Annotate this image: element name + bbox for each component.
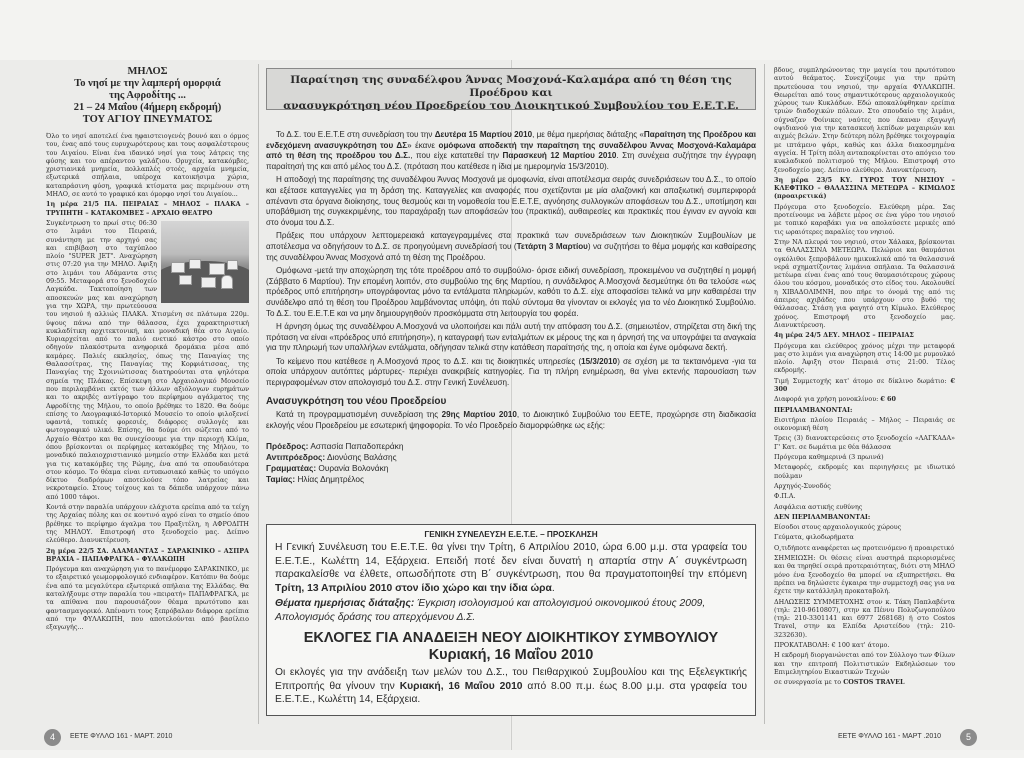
footer-text: ΕΕΤΕ ΦΥΛΛΟ 161 - ΜΑΡΤ. 2010: [70, 733, 173, 740]
travel-title-line: ΜΗΛΟΣ: [127, 66, 168, 77]
travel-day-heading: 2η μέρα 22/5 ΣΑ. ΑΔΑΜΑΝΤΑΣ – ΣΑΡΑΚΙΝΙΚΟ – ΑΣΠΡΑ ΒΡΑΧΙΑ – ΠΑΠΑΦΡΑΓΚΑ – ΦΥΛΑΚΩΠΗ: [46, 546, 249, 563]
article-paragraph: Κατά τη προγραμματισμένη συνεδρίαση της 29ης Μαρτίου 2010, το Διοικητικό Συμβούλιο του ΕΕΤΕ, προχώρησε στη διαδικασία εκλογής νέου Προεδρείου με εσωτερική ψηφοφορία. Το νέο Προεδρείο διαμορφώθηκε ως εξής:: [266, 410, 756, 430]
article-headline: [266, 68, 756, 110]
footer-left: [44, 727, 524, 749]
headline-line: Παραίτηση της συναδέλφου Άννας Μοσχονά-Καλαμάρα από τη θέση της Προέδρου και: [290, 74, 732, 99]
notice-topics: Θέματα ημερήσιας διάταξης: Έγκριση ισολογισμού και απολογισμού οικονομικού έτους 2009, Απολογισμός δράσης του απερχόμενου Δ.Σ.: [275, 598, 706, 623]
travel-title: [46, 66, 249, 126]
include-item: Φ.Π.Α.: [774, 492, 796, 501]
board-list: [266, 441, 756, 485]
price-line: Τιμή Συμμετοχής κατ' άτομο σε δίκλινο δωμάτιο: € 300: [774, 376, 955, 393]
page-number: 5: [960, 729, 977, 746]
include-item: Τρεις (3) διανυκτερεύσεις στο ξενοδοχείο «ΛΑΓΚΑΔΑ» Γ' Κατ. σε δωμάτια με θέα θάλασσα: [774, 434, 955, 451]
excludes-heading: ΔΕΝ ΠΕΡΙΛΑΜΒΑΝΟΝΤΑΙ:: [774, 512, 871, 521]
single-line: Διαφορά για χρήση μονοκλίνου: € 60: [774, 395, 896, 404]
board-member: Γραμματέας: Ουρανία Βολονάκη: [266, 463, 389, 474]
footer-right: [512, 727, 992, 749]
section-title: Ανασυγκρότηση του νέου Προεδρείου: [266, 395, 447, 407]
notice-title: ΓΕΝΙΚΗ ΣΥΝΕΛΕΥΣΗ Ε.Ε.Τ.Ε. – ΠΡΟΣΚΛΗΣΗ: [424, 530, 598, 539]
column-rule: [764, 64, 765, 724]
travel-day-heading: 4η μέρα 24/5 ΔΕΥ. ΜΗΛΟΣ – ΠΕΙΡΑΙΑΣ: [774, 331, 914, 340]
notice-body: Η Γενική Συνέλευση του Ε.Ε.Τ.Ε. θα γίνει την Τρίτη, 6 Απριλίου 2010, ώρα 6.00 μ.μ. στα γραφεία του Ε.Ε.Τ.Ε., Κωλέττη 14, Εξάρχεια. Επειδή ποτέ δεν είναι δυνατή η απαρτία στην Α΄ συγκέντρωση παρακαλείσθε να έλθετε, οπωσδήποτε στη Β΄ συγκέντρωση, που θα πραγματοποιηθεί την επόμενη Τρίτη, 13 Απριλίου 2010 στον ίδιο χώρο και την ίδια ώρα.: [275, 542, 747, 594]
headline-line: ανασυγκρότηση νέου Προεδρείου του Διοικητικού Συμβουλίου του Ε.Ε.Τ.Ε.: [283, 100, 739, 112]
travel-column-right: [774, 66, 955, 726]
article-paragraph: Το κείμενο που κατέθεσε η Α.Μοσχονά προς το Δ.Σ. και τις διοικητικές υπηρεσίες (15/3/2010) σε σχέση με τα τεκταινόμενα -για τα οποία υπάρχουν αυτόπτες μάρτυρες- περιέχει ανακριβείς κατηγορίες. Για τη πλήρη ενημέρωση, θα γίνει εκτενής παρουσίαση των περιγραφομένων στον απολογισμό του Δ.Σ. στην Γενική Συνέλευση.: [266, 356, 756, 388]
travel-day-text: Συγκέντρωση το πρωί στις 06:30 στο λιμάνι του Πειραιά, συνάντηση με την αρχηγό σας και επιβίβαση στο ταχύπλοο πλοίο "SUPER JET". Αναχώρηση στις 07:20 για την ΜΗΛΟ. Άφιξη στο λιμάνι του Αδάμαντα στις 09:55. Μεταφορά στο ξενοδοχείο Λαγκάδα. Τακτοποίηση των αποσκευών μας και αναχώρηση για την ΧΩΡΑ, την πρωτεύουσα του νησιού ή αλλιώς ΠΛΑΚΑ. Χτισμένη σε πλάτωμα 220μ. ύψους πάνω από την θάλασσα, έχει χαρακτηριστική κυκλαδίτικη αρχιτεκτονική, και μοναδική θέα στο Αιγαίο. Κυριαρχείται από το παλιό ενετικό κάστρο στο οποίο οδηγούν πλακόστρωτα ανηφορικά δρομάκια μέσα από καμάρες. Παλιές εκκλησίες, όπως της Παναγίας της Θαλασσίτρας, της Παναγίας της Κορφιάτισσας, της Παναγίας της Σχοινιώτισσας διατηρούνται στα ψηλότερα σημεία της Πλάκας. Επίσκεψη στο Αρχαιολογικό Μουσείο που περιλαμβάνει εκτός των άλλων αξιόλογων ευρημάτων και το ακριβές αντίγραφο του περίφημου αγάλματος της Αφροδίτης της Μήλου, το οποίο βρέθηκε το 1820. Θα δούμε επίσης το Λαογραφικό-Ιστορικό Μουσείο το οποίο φιλοξενεί υφαντά, τοπικές φορεσιές, διάφορες συλλογές και φωτογραφικό υλικό. Επίσης, θα δούμε ότι σώζεται από το Αρχαίο Θέατρο και θα συνεχίσουμε για την περιοχή Κλίμα, όπου βρίσκονται οι περίφημες κατακόμβες της Μήλου, το μοναδικό παλαιοχριστιανικό μνημείο στην Ελλάδα και μετά για τις κατακόμβες της Ρώμης, ένα από τα σπουδαιότερα στον κόσμο. Το θέαμα είναι εντυπωσιακό καθώς το υπόγειο δίκτυο διαδρόμων αποτελούσε τόπο λατρείας και νεκροταφείο. Στους τοίχους και τα δάπεδα υπάρχουν πάνω από 1000 τάφοι.: [46, 218, 249, 501]
contact-text: ΔΗΛΩΣΕΙΣ ΣΥΜΜΕΤΟΧΗΣ στον κ. Τάκη Παπλαβέντα (τηλ: 210-9610807), στην κα Πέννυ Πολυζωγοπούλου (τηλ: 210-3301141 και 6977 268168) ή στο Costos Travel, στην κα Ελπίδα Αριστείδου (τηλ: 210-3232630).: [774, 597, 955, 639]
assembly-notice-box: [266, 524, 756, 716]
page-number: 4: [44, 729, 61, 746]
column-rule: [258, 64, 259, 724]
travel-intro: Όλο το νησί αποτελεί ένα ηφαιστειογενές βουνό και ο όρμος του, ένας από τους ευρυχωρότερους και τους ασφαλέστερους του Αιγαίου. Είναι ένα ιδανικό νησί για τους λάτρεις της φύσης και του απέραντου γαλάζιου. Ορυχεία, κατακόμβες, χριστιανικά μνημεία, πολλαπλές στοές, αρχαία μνημεία, εξωτερικά σπήλαια, υπέροχα κατοικήσιμα χώρια, καταπράσινη φύση, γραφικά κτίσματα μας περιμένουν στη ΜΗΛΟ, σε αυτό το γραφικό και όμορφο νησί του Αιγαίου...: [46, 132, 249, 199]
deposit-text: ΠΡΟΚΑΤΑΒΟΛΗ: € 100 κατ' άτομο.: [774, 641, 890, 649]
exclude-item: Είσοδοι στους αρχαιολογικούς χώρους: [774, 523, 902, 532]
travel-day-text: Κοντά στην παραλία υπάρχουν ελάχιστα ερείπια από τα τείχη της Αρχαίας πόλης και σε κοντινό αγρό είναι το σημείο όπου βρέθηκε το περίφημο άγαλμα του Πραξιτέλη, η ΑΦΡΟΔΙΤΗ της ΜΗΛΟΥ. Επιστροφή στο ξενοδοχείο μας. Δείπνο ελεύθερο. Διανυκτέρευση.: [46, 503, 249, 545]
travel-title-line: Το νησί με την λαμπερή ομορφιά: [74, 78, 221, 89]
village-photo: [161, 221, 249, 303]
travel-day-text: βδους, συμπληρώνοντας την μαγεία του πρωτότυπου αυτού θεάματος. Συνεχίζουμε για την πρώτη πρωτεύουσα του νησιού, την αρχαία ΦΥΛΑΚΩΠΗ. Θεωρείται από τους σημαντικότερους αρχαιολογικούς χώρους των Κυκλάδων. Εδώ αποκαλύφθηκαν ερείπια τριών διαδοχικών πόλεων. Στο σπουδαίο της λιμάνι, σύχναζαν Φοίνικες ναύτες που έκαναν εξαγωγή οψιδιανού για την κατασκευή λεπίδων μαχαιριών και αιχμές βελών. Στην δεύτερη πόλη βρέθηκε τοιχογραφία με ιπτάμενο ψάρι, καθώς και άλλα διακοσμημένα αγγεία. Η Τρίτη πόλη ανταποκρίνεται στο απόγειο του κυκλαδικού πολιτισμού της Μήλου. Επιστροφή στο ξενοδοχείο μας. Δείπνο ελεύθερο. Διανυκτέρευση.: [774, 66, 955, 174]
board-member: Αντιπρόεδρος: Διονύσης Βαλάσης: [266, 452, 397, 463]
travel-day-text: Πρόγευμα και αναχώρηση για το πανέμορφο ΣΑΡΑΚΙΝΙΚΟ, με το εξαιρετικό γεωμορφολογικό ενδιαφέρον. Κατόπιν θα δούμε ένα από τα μεγαλύτερα εξωτερικά σπήλαια της Ελλάδας. Θα καταλήξουμε στην παραλία του «πειρατή» ΠΑΠΑΦΡΑΓΚΑ, με τα απίθανα που παρουσιάζουν θέαμα πρωτότυπο και φαντασμαγορικό. Απέναντι τους ξεπρόβαλαν διάφορα ερείπια από την ΦΥΛΑΚΩΠΗ, που αποτελούνται από βασίλειο εξαγωγής...: [46, 565, 249, 632]
article-body: [266, 130, 756, 485]
article-paragraph: Η αποδοχή της παραίτησης της συναδέλφου Άννας Μοσχονά με ομοφωνία, είναι αποτέλεσμα σειράς συνεδριάσεων του Δ.Σ., το οποίο και εξέτασε καταγγελίες για τη δράση της. Καταγγελίες και αναφορές που σχετίζονται με μία αλαζονική και απαξιωτική συμπεριφορά απέναντι στα όργανα διοίκησης, τους θεσμούς και τη νομοθεσία του Ε.Ε.Τ.Ε, αγνόησης συλλογικών αποφάσεων του Δ.Σ., υποτίμηση και υποβάθμιση της συγκεκριμένης, του παραχάραξη των αποφάσεών του (πρακτικά), αυθαιρεσίες και πρακτικές που έγιναν εν αγνοία και στο όνομα του Δ.Σ.: [266, 175, 756, 227]
include-item: Πρόγευμα καθημερινά (3 πρωινά): [774, 453, 884, 462]
include-item: Εισιτήρια πλοίου Πειραιάς – Μήλος – Πειραιάς σε οικονομική θέση: [774, 415, 955, 433]
travel-title-line: της Αφροδίτης ...: [109, 90, 186, 101]
include-item: Ασφάλεια αστικής ευθύνης: [774, 502, 863, 511]
travel-title-line: ΤΟΥ ΑΓΙΟΥ ΠΝΕΥΜΑΤΟΣ: [82, 114, 213, 125]
board-member: Πρόεδρος: Ασπασία Παπαδοπεράκη: [266, 441, 404, 452]
footer-text: ΕΕΤΕ ΦΥΛΛΟ 161 - ΜΑΡΤ .2010: [838, 733, 942, 740]
collab-text: σε συνεργασία με το COSTOS TRAVEL: [774, 678, 905, 687]
elections-title: ΕΚΛΟΓΕΣ ΓΙΑ ΑΝΑΔΕΙΞΗ ΝΕΟΥ ΔΙΟΙΚΗΤΙΚΟΥ ΣΥΜΒΟΥΛΙΟΥ Κυριακή, 16 Μαΐου 2010: [303, 630, 719, 663]
organizer-text: Η εκδρομή διοργανώνεται από τον Σύλλογο των Φίλων και την επιτροπή Πολιτιστικών Εκδηλώσεων του Επιμελητηρίου Εικαστικών Τεχνών: [774, 651, 955, 676]
elections-body: Οι εκλογές για την ανάδειξη των μελών του Δ.Σ., του Πειθαρχικού Συμβουλίου και της Εξελεγκτικής Επιτροπής θα γίνουν την Κυριακή, 16 Μαΐου 2010 από 8.00 π.μ. έως 8.00 μ.μ. στα γραφεία του Ε.Ε.Τ.Ε., Κωλέττη 14, Εξάρχεια.: [275, 667, 747, 705]
article-paragraph: Ομόφωνα -μετά την αποχώρηση της τότε προέδρου από το συμβούλιο- όρισε ειδική συνεδρίαση, προκειμένου να συζητηθεί η μομφή (Σάββατο 6 Μαρτίου). Την επομένη λοιπόν, στο συμβούλιο της 6ης Μαρτίου, η συνάδελφος Α.Μοσχονά δεσμεύτηκε ότι θα τελούσε «ως πρόεδρος υπό επιτήρηση» υπογράφοντας μόνο τα εντάλματα πληρωμών, καθότι το Δ.Σ. είχε αποφασίσει τελικά να μην καθαιρέσει την συνάδελφο από τη θέση του Προέδρου λαμβάνοντας υπόψη, ότι πολύ σύντομα θα γίνονταν οι εκλογές για το νέο Διοικητικό Συμβούλιο. Το Δ.Σ. του Ε.Ε.Τ.Ε και να μην δημιουργηθούν προσκόμματα στη λειτουργία του φορέα.: [266, 266, 756, 318]
article-paragraph: Το Δ.Σ. του Ε.Ε.Τ.Ε στη συνεδρίαση του την Δευτέρα 15 Μαρτίου 2010, με θέμα ημερήσιας διάταξης «Παραίτηση της Προέδρου και ενδεχόμενη ανασυγκρότηση του ΔΣ» έκανε ομόφωνα αποδεκτή την παραίτηση της συναδέλφου Άννας Μοσχονά-Καλαμάρα από τη θέση της προέδρου του Δ.Σ., που είχε κατατεθεί την Παρασκευή 12 Μαρτίου 2010. Στη συνέχεια συζήτησε την έγγραφη παραίτησή της και από μέλος του Δ.Σ. (πρόταση που κατέθεσε η ίδια με ημερομηνία 15/3/2010).: [266, 130, 757, 171]
exclude-item: Γεύματα, φιλοδωρήματα: [774, 533, 854, 542]
travel-day-heading: 3η μέρα 23/5 ΚΥ. ΓΥΡΟΣ ΤΟΥ ΝΗΣΙΟΥ – ΚΛΕΦΤΙΚΟ – ΘΑΛΑΣΣΙΝΑ ΜΕΤΕΩΡΑ – ΚΙΜΩΛΟΣ (προαιρετικά): [774, 175, 955, 201]
include-item: Μεταφορές, εκδρομές και περιηγήσεις με ιδιωτικό πούλμαν: [774, 463, 955, 480]
travel-day-text: Πρόγευμα στο ξενοδοχείο. Ελεύθερη μέρα. Σας προτείνουμε να λάβετε μέρος σε ένα γύρο του νησιού με τοπικό καραβάκι για να απολαύσετε μερικές από τις ωραιότερες παραλίες του νησιού.: [774, 202, 955, 236]
travel-day-text: Πρόγευμα και ελεύθερος χρόνος μέχρι την μεταφορά μας στο λιμάνι για αναχώρηση στις 14:00 με ρυμουλκό πλοίο. Άφιξη στον Πειραιά στις 21:00. Τέλος εκδρομής.: [774, 341, 955, 375]
article-paragraph: Η άρνηση όμως της συναδέλφου Α.Μοσχονά να υλοποιήσει και πάλι αυτή την απόφαση του Δ.Σ. (σημειωτέον, στηρίζεται στη δική της πρόταση να είναι «πρόεδρος υπό επιτήρηση»), η καταγραφή των ενταλμάτων εκ μέρους της και η άρνησή της να υπογράψει τα αναγκαία για την πληρωμή των υπαλλήλων εντάλματα, οδήγησαν τελικά στην κατάθεση παραίτησής της, η οποία και έγινε ομόφωνα δεκτή.: [266, 322, 756, 353]
travel-title-line: 21 – 24 Μαΐου (4ήμερη εκδρομή): [73, 102, 222, 113]
travel-day-text: Στην ΝΑ πλευρά του νησιού, στον Χάλακα, βρίσκονται τα ΘΑΛΑΣΣΙΝΑ ΜΕΤΕΩΡΑ. Πελώριοι και θαυμάσιοι ογκόλιθοι ξεπροβάλουν ημικυκλικά από τα θαλασσινά νερά σχηματίζοντας λιμάνια σπήλαια. Τα θαλασσινά μετέωρα είναι ένας από τους θαυμασιότερους χώρους όλου του κόσμου, μοναδικός στο είδος του. Ακολουθεί η ΧΙΒΑΔΟΛΙΜΝΗ, που πήρε το όνομά της από τις άπειρες αχιβάδες που υπάρχουν στο βυθό της θάλασσας. Στάση για φαγητό στη Κίμωλο. Ελεύθερος χρόνος. Επιστροφή στο ξενοδοχείο μας. Διανυκτέρευση.: [774, 237, 955, 329]
article-paragraph: Πράξεις που υπάρχουν λεπτομερειακά καταγεγραμμένες στα πρακτικά των συνεδριάσεων των Διοικητικών Συμβουλίων με αποτέλεσμα να οδηγήσουν το Δ.Σ. σε προηγούμενη συνεδρίασή του (Τετάρτη 3 Μαρτίου) να συζητήσει το θέμα μομφής και καθαίρεσης της συναδέλφου Άννας Μοσχονά από τη θέση της Προέδρου.: [266, 231, 756, 262]
board-member: Ταμίας: Ηλίας Δημητρέλος: [266, 474, 364, 485]
travel-column-left: [46, 66, 249, 726]
travel-day-heading: 1η μέρα 21/5 ΠΑ. ΠΕΙΡΑΙΑΣ – ΜΗΛΟΣ – ΠΛΑΚΑ – ΤΡΥΠΗΤΗ – ΚΑΤΑΚΟΜΒΕΣ – ΑΡΧΑΙΟ ΘΕΑΤΡΟ: [46, 200, 249, 217]
main-article: [266, 68, 756, 485]
exclude-item: Ο,τιδήποτε αναφέρεται ως προτεινόμενο ή προαιρετικό: [774, 543, 955, 552]
includes-heading: ΠΕΡΙΛΑΜΒΑΝΟΝΤΑΙ:: [774, 405, 853, 414]
include-item: Αρχηγός-Συνοδός: [774, 481, 831, 490]
note-text: ΣΗΜΕΙΩΣΗ: Οι θέσεις είναι αυστηρά περιορισμένες και θα τηρηθεί σειρά προτεραιότητας, διότι στη ΜΗΛΟ μόνο ένα ξενοδοχείο θα μπορεί να εξυπηρετήσει. Θα πρέπει να δηλώσετε έγκαιρα την συμμετοχή σας για να έχετε την κατάλληλη προκαταβολή.: [774, 554, 955, 596]
